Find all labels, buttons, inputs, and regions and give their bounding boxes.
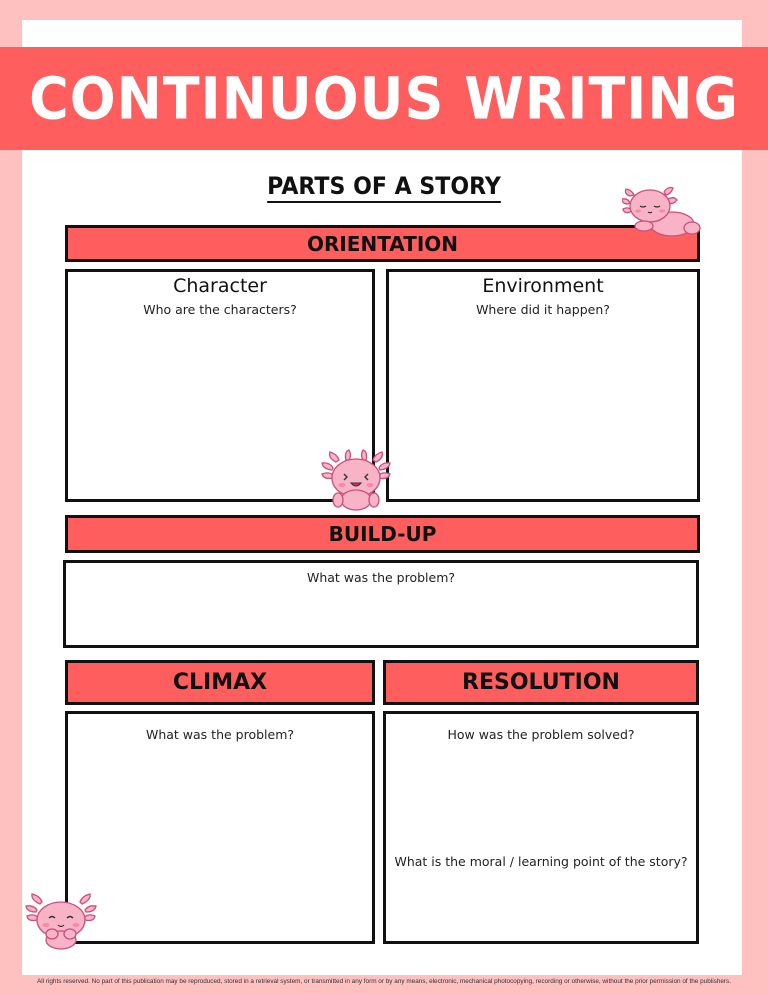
axolotl-sleeping-icon	[622, 182, 702, 240]
buildup-header	[65, 515, 700, 553]
buildup-header-label: BUILD-UP	[328, 522, 437, 546]
environment-box[interactable]	[386, 269, 700, 502]
climax-prompt: What was the problem?	[145, 727, 295, 742]
axolotl-waving-icon	[24, 888, 104, 950]
axolotl-happy-icon	[318, 448, 398, 512]
resolution-box[interactable]	[383, 711, 699, 944]
resolution-prompt-moral: What is the moral / learning point of the story?	[394, 854, 688, 869]
character-title: Character	[173, 275, 267, 297]
page-title: CONTINUOUS WRITING	[29, 64, 739, 133]
resolution-header-label: RESOLUTION	[462, 670, 620, 695]
climax-header	[65, 660, 375, 705]
climax-box[interactable]	[65, 711, 375, 944]
environment-prompt: Where did it happen?	[476, 302, 610, 317]
buildup-prompt: What was the problem?	[306, 570, 456, 585]
orientation-header-label: ORIENTATION	[306, 231, 459, 256]
resolution-header	[383, 660, 699, 705]
climax-header-label: CLIMAX	[172, 670, 268, 695]
environment-title: Environment	[482, 275, 604, 297]
copyright-footer: All rights reserved. No part of this publication may be reproduced, stored in a retrieval system, or transmitted in any form or by any means, electronic, mechanical photocopying, recording or otherwise, without the prior permission of the publishers.	[36, 978, 732, 985]
orientation-header	[65, 225, 700, 262]
resolution-prompt-solved: How was the problem solved?	[447, 727, 635, 742]
buildup-box[interactable]	[63, 560, 699, 648]
character-prompt: Who are the characters?	[143, 302, 297, 317]
title-banner	[0, 47, 768, 150]
page-subtitle: PARTS OF A STORY	[267, 172, 501, 203]
